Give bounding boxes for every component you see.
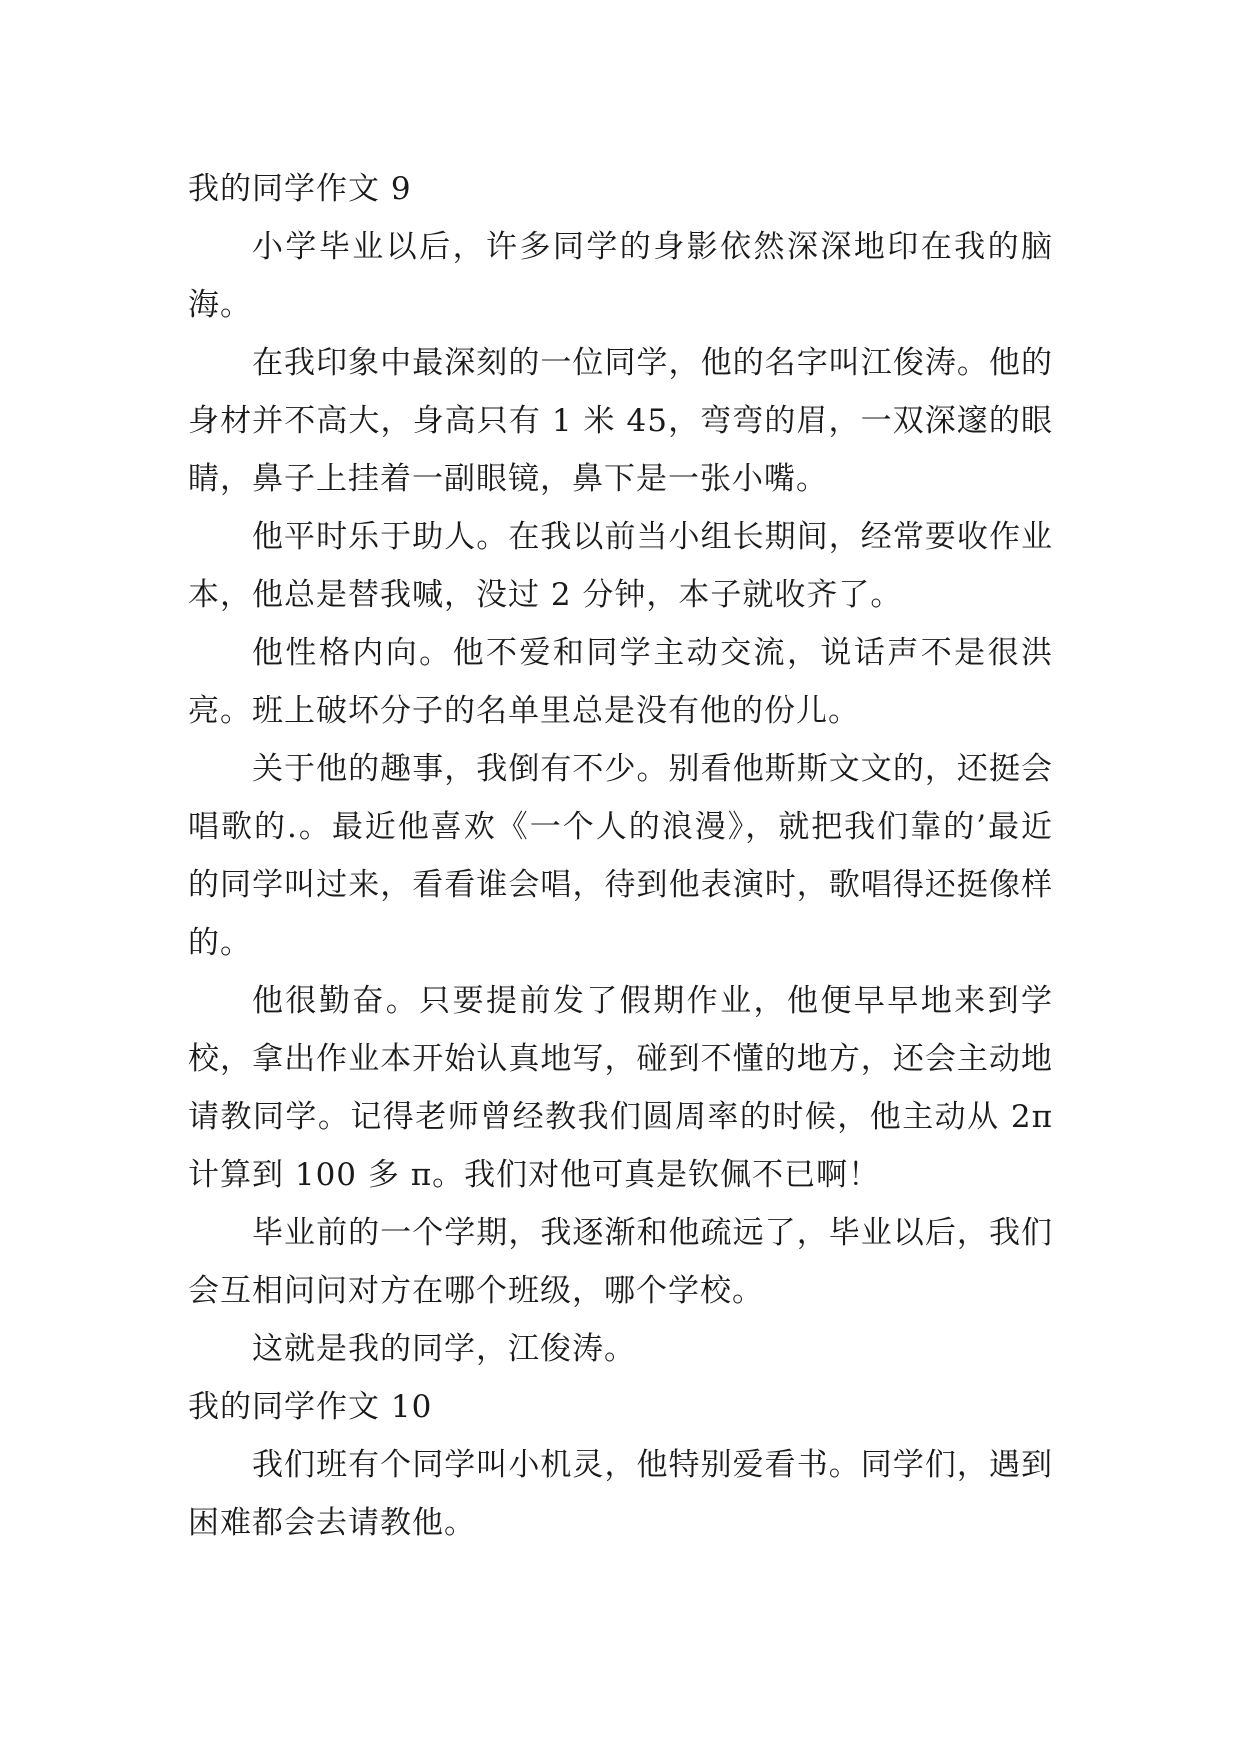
paragraph: 他很勤奋。只要提前发了假期作业，他便早早地来到学校，拿出作业本开始认真地写，碰到不懂的地方，还会主动地请教同学。记得老师曾经教我们圆周率的时候，他主动从 2π 计算到 100 多 π。我们对他可真是钦佩不已啊！ — [188, 983, 1053, 1193]
paragraph: 他性格内向。他不爱和同学主动交流，说话声不是很洪亮。班上破坏分子的名单里总是没有他的份儿。 — [188, 635, 1053, 729]
paragraph: 关于他的趣事，我倒有不少。别看他斯斯文文的，还挺会唱歌的.。最近他喜欢《一个人的浪漫》，就把我们靠的’最近的同学叫过来，看看谁会唱，待到他表演时，歌唱得还挺像样的。 — [188, 751, 1053, 961]
paragraph: 在我印象中最深刻的一位同学，他的名字叫江俊涛。他的身材并不高大，身高只有 1 米 45，弯弯的眉，一双深邃的眼睛，鼻子上挂着一副眼镜，鼻下是一张小嘴。 — [188, 345, 1053, 497]
paragraph: 毕业前的一个学期，我逐渐和他疏远了，毕业以后，我们会互相问问对方在哪个班级，哪个学校。 — [188, 1215, 1053, 1309]
paragraph: 我们班有个同学叫小机灵，他特别爱看书。同学们，遇到困难都会去请教他。 — [188, 1447, 1053, 1541]
document-body — [188, 160, 1053, 1552]
paragraph: 这就是我的同学，江俊涛。 — [252, 1331, 636, 1367]
section-title: 我的同学作文 9 — [188, 171, 412, 207]
section-title: 我的同学作文 10 — [188, 1389, 433, 1425]
paragraph: 他平时乐于助人。在我以前当小组长期间，经常要收作业本，他总是替我喊，没过 2 分钟，本子就收齐了。 — [188, 519, 1053, 613]
paragraph: 小学毕业以后，许多同学的身影依然深深地印在我的脑海。 — [188, 229, 1053, 323]
